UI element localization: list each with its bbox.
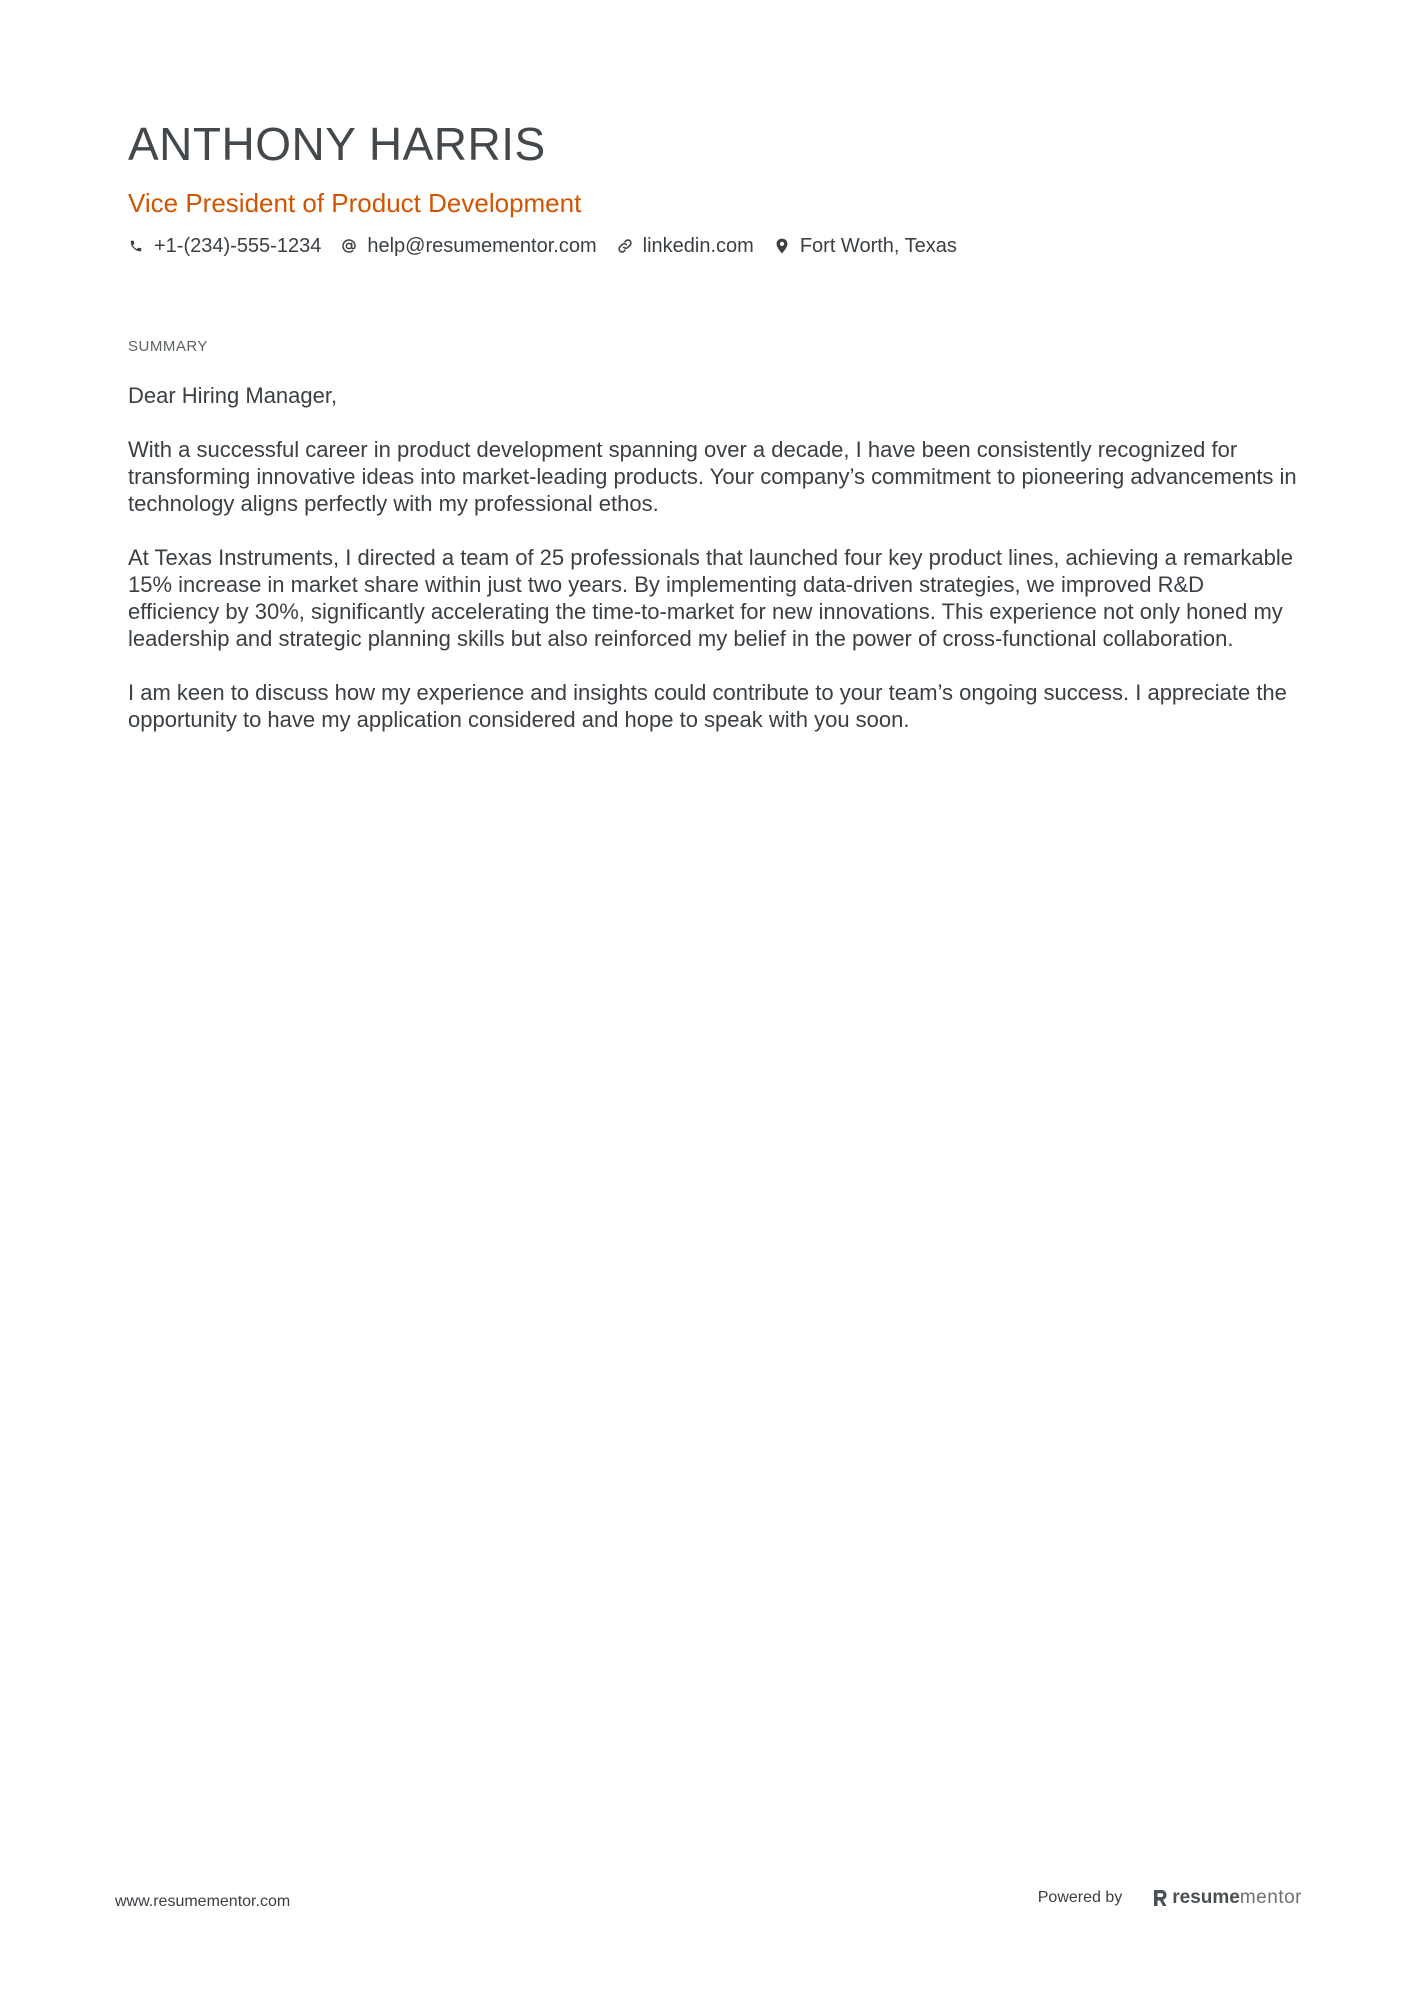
email-text: help@resumementor.com bbox=[367, 235, 597, 257]
phone-icon bbox=[128, 237, 144, 255]
letter-paragraph: At Texas Instruments, I directed a team of 25 professionals that launched four key product lines, achieving a remarkable 15% increase in market share within just two years. By implementing data-driven strategies, we improved R&D efficiency by 30%, significantly accelerating the time-to-market for new innovations. This experience not only honed my leadership and strategic planning skills but also reinforced my belief in the power of cross-functional collaboration. bbox=[128, 545, 1294, 651]
header bbox=[128, 112, 1288, 260]
resumementor-logo-icon bbox=[1152, 1888, 1168, 1908]
brand-name-bold: resume bbox=[1172, 1887, 1240, 1908]
salutation: Dear Hiring Manager, bbox=[128, 383, 338, 408]
at-icon bbox=[341, 237, 357, 255]
contact-website[interactable] bbox=[617, 232, 754, 260]
footer-website-link[interactable]: www.resumementor.com bbox=[115, 1893, 291, 1910]
letter-paragraph: With a successful career in product development spanning over a decade, I have been consistently recognized for transforming innovative ideas into market-leading products. Your company’s commitment to pioneering advancements in technology aligns perfectly with my professional ethos. bbox=[128, 437, 1297, 516]
contact-email[interactable] bbox=[341, 232, 596, 260]
footer-branding bbox=[1038, 1887, 1302, 1909]
candidate-role: Vice President of Product Development bbox=[128, 188, 582, 218]
section-heading-summary: SUMMARY bbox=[128, 338, 208, 355]
phone-text: +1-(234)-555-1234 bbox=[154, 235, 322, 257]
powered-by-label: Powered by bbox=[1037, 1889, 1123, 1906]
brand-logo[interactable] bbox=[1152, 1887, 1302, 1909]
cover-letter-body bbox=[128, 382, 1298, 760]
brand-name-light: mentor bbox=[1239, 1887, 1302, 1908]
letter-paragraph: I am keen to discuss how my experience and insights could contribute to your team’s ongoing success. I appreciate the opportunity to have my application considered and hope to speak with you soon. bbox=[128, 680, 1287, 732]
candidate-name: ANTHONY HARRIS bbox=[128, 118, 546, 170]
website-text: linkedin.com bbox=[642, 235, 754, 257]
contact-bar bbox=[128, 232, 1288, 260]
contact-phone[interactable] bbox=[128, 232, 321, 260]
location-text: Fort Worth, Texas bbox=[799, 235, 957, 257]
contact-location bbox=[774, 232, 957, 260]
link-icon bbox=[617, 237, 633, 255]
map-pin-icon bbox=[774, 237, 790, 255]
